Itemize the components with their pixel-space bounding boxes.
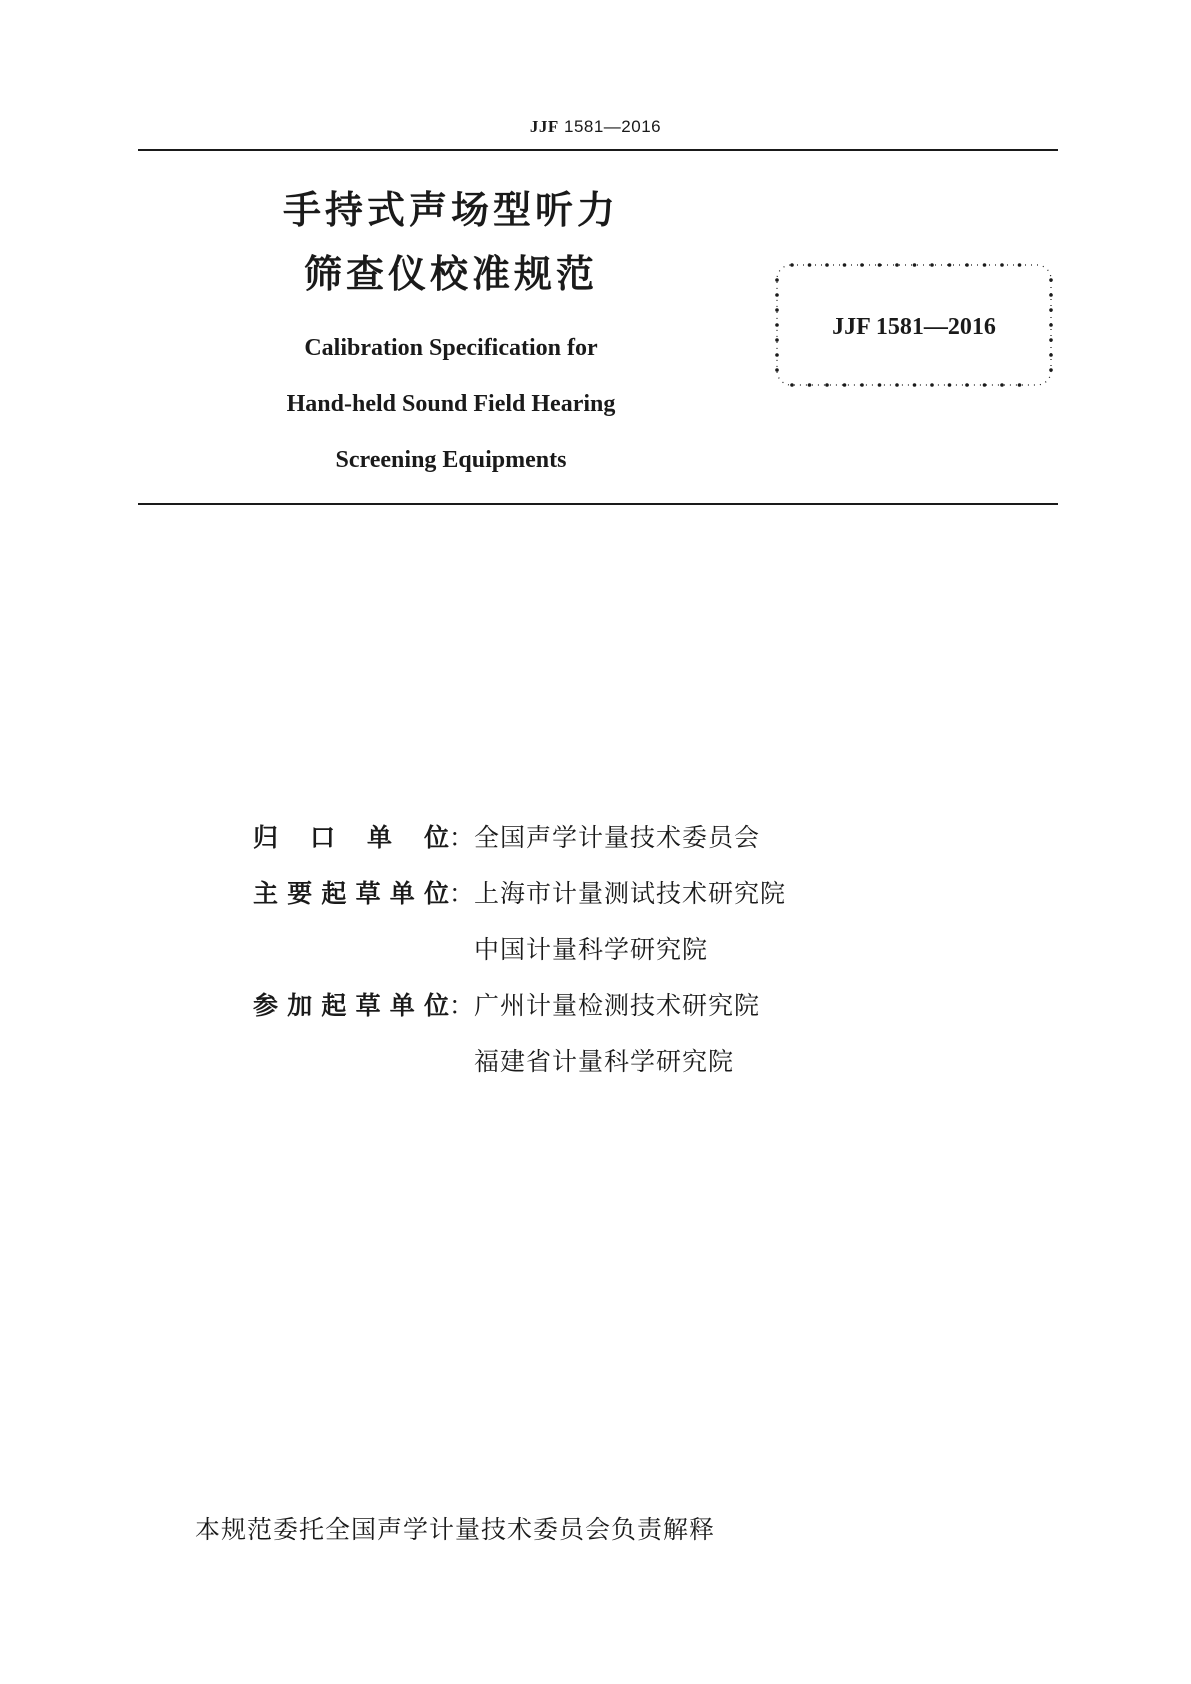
code-box [774, 262, 1054, 388]
border-dot [965, 383, 969, 387]
border-dot [808, 383, 812, 387]
border-dot [895, 263, 899, 267]
border-dot [790, 383, 794, 387]
unit-row-participating-drafting [253, 978, 786, 1034]
title-en-line-1: Calibration Specification for [304, 335, 598, 361]
unit-row-main-drafting-cont [253, 922, 786, 978]
title-cn-line-1: 手持式声场型听力 [282, 188, 619, 232]
border-dot [983, 263, 987, 267]
border-dot [948, 383, 952, 387]
border-dot [1000, 383, 1004, 387]
border-dot [1018, 383, 1022, 387]
border-dot [775, 293, 779, 297]
header-rule [138, 149, 1058, 151]
drafting-units [253, 810, 786, 1090]
border-dot [775, 353, 779, 357]
title-en-line-3: Screening Equipments [335, 447, 567, 473]
border-dot [790, 263, 794, 267]
title-block [230, 178, 672, 488]
border-dot [775, 368, 779, 372]
code-box-text: JJF 1581—2016 [832, 314, 996, 340]
title-en-line-2: Hand-held Sound Field Hearing [286, 391, 616, 417]
header-code-number: 1581—2016 [563, 117, 662, 136]
border-dot [895, 383, 899, 387]
border-dot [825, 383, 829, 387]
title-cn-line-2: 筛查仪校准规范 [303, 252, 598, 296]
border-dot [1049, 278, 1053, 282]
border-dot [878, 263, 882, 267]
unit-label-responsible: 归 口 单 位 [253, 823, 449, 852]
border-dot [1049, 293, 1053, 297]
unit-row-responsible [253, 810, 786, 866]
title-rule [138, 503, 1058, 505]
border-dot [930, 383, 934, 387]
border-dot [775, 278, 779, 282]
unit-value-main-drafting-1: 上海市计量测试技术研究院 [474, 879, 787, 908]
border-dot [825, 263, 829, 267]
unit-colon: ： [449, 823, 475, 852]
border-dot [930, 263, 934, 267]
border-dot [948, 263, 952, 267]
border-dot [808, 263, 812, 267]
page-header [0, 117, 1191, 137]
border-dot [983, 383, 987, 387]
border-dot [860, 383, 864, 387]
interpretation-note: 本规范委托全国声学计量技术委员会负责解释 [195, 1515, 716, 1544]
unit-value-responsible: 全国声学计量技术委员会 [474, 823, 761, 852]
border-dot [965, 263, 969, 267]
border-dot [878, 383, 882, 387]
border-dot [1049, 368, 1053, 372]
border-dot [860, 263, 864, 267]
unit-row-main-drafting [253, 866, 786, 922]
unit-label-main-drafting: 主 要 起 草 单 位 [253, 879, 449, 908]
unit-row-participating-drafting-cont [253, 1034, 786, 1090]
border-dot [913, 383, 917, 387]
border-dot [1000, 263, 1004, 267]
unit-label-participating-drafting: 参 加 起 草 单 位 [253, 991, 449, 1020]
border-dot [1049, 353, 1053, 357]
unit-value-participating-drafting-1: 广州计量检测技术研究院 [474, 991, 761, 1020]
unit-value-participating-drafting-2: 福建省计量科学研究院 [474, 1047, 735, 1076]
border-dot [843, 263, 847, 267]
border-dot [843, 383, 847, 387]
border-dot [913, 263, 917, 267]
header-code-prefix: JJF [529, 117, 559, 136]
unit-colon: ： [449, 991, 475, 1020]
unit-value-main-drafting-2: 中国计量科学研究院 [474, 935, 709, 964]
border-dot [1018, 263, 1022, 267]
unit-colon: ： [449, 879, 475, 908]
